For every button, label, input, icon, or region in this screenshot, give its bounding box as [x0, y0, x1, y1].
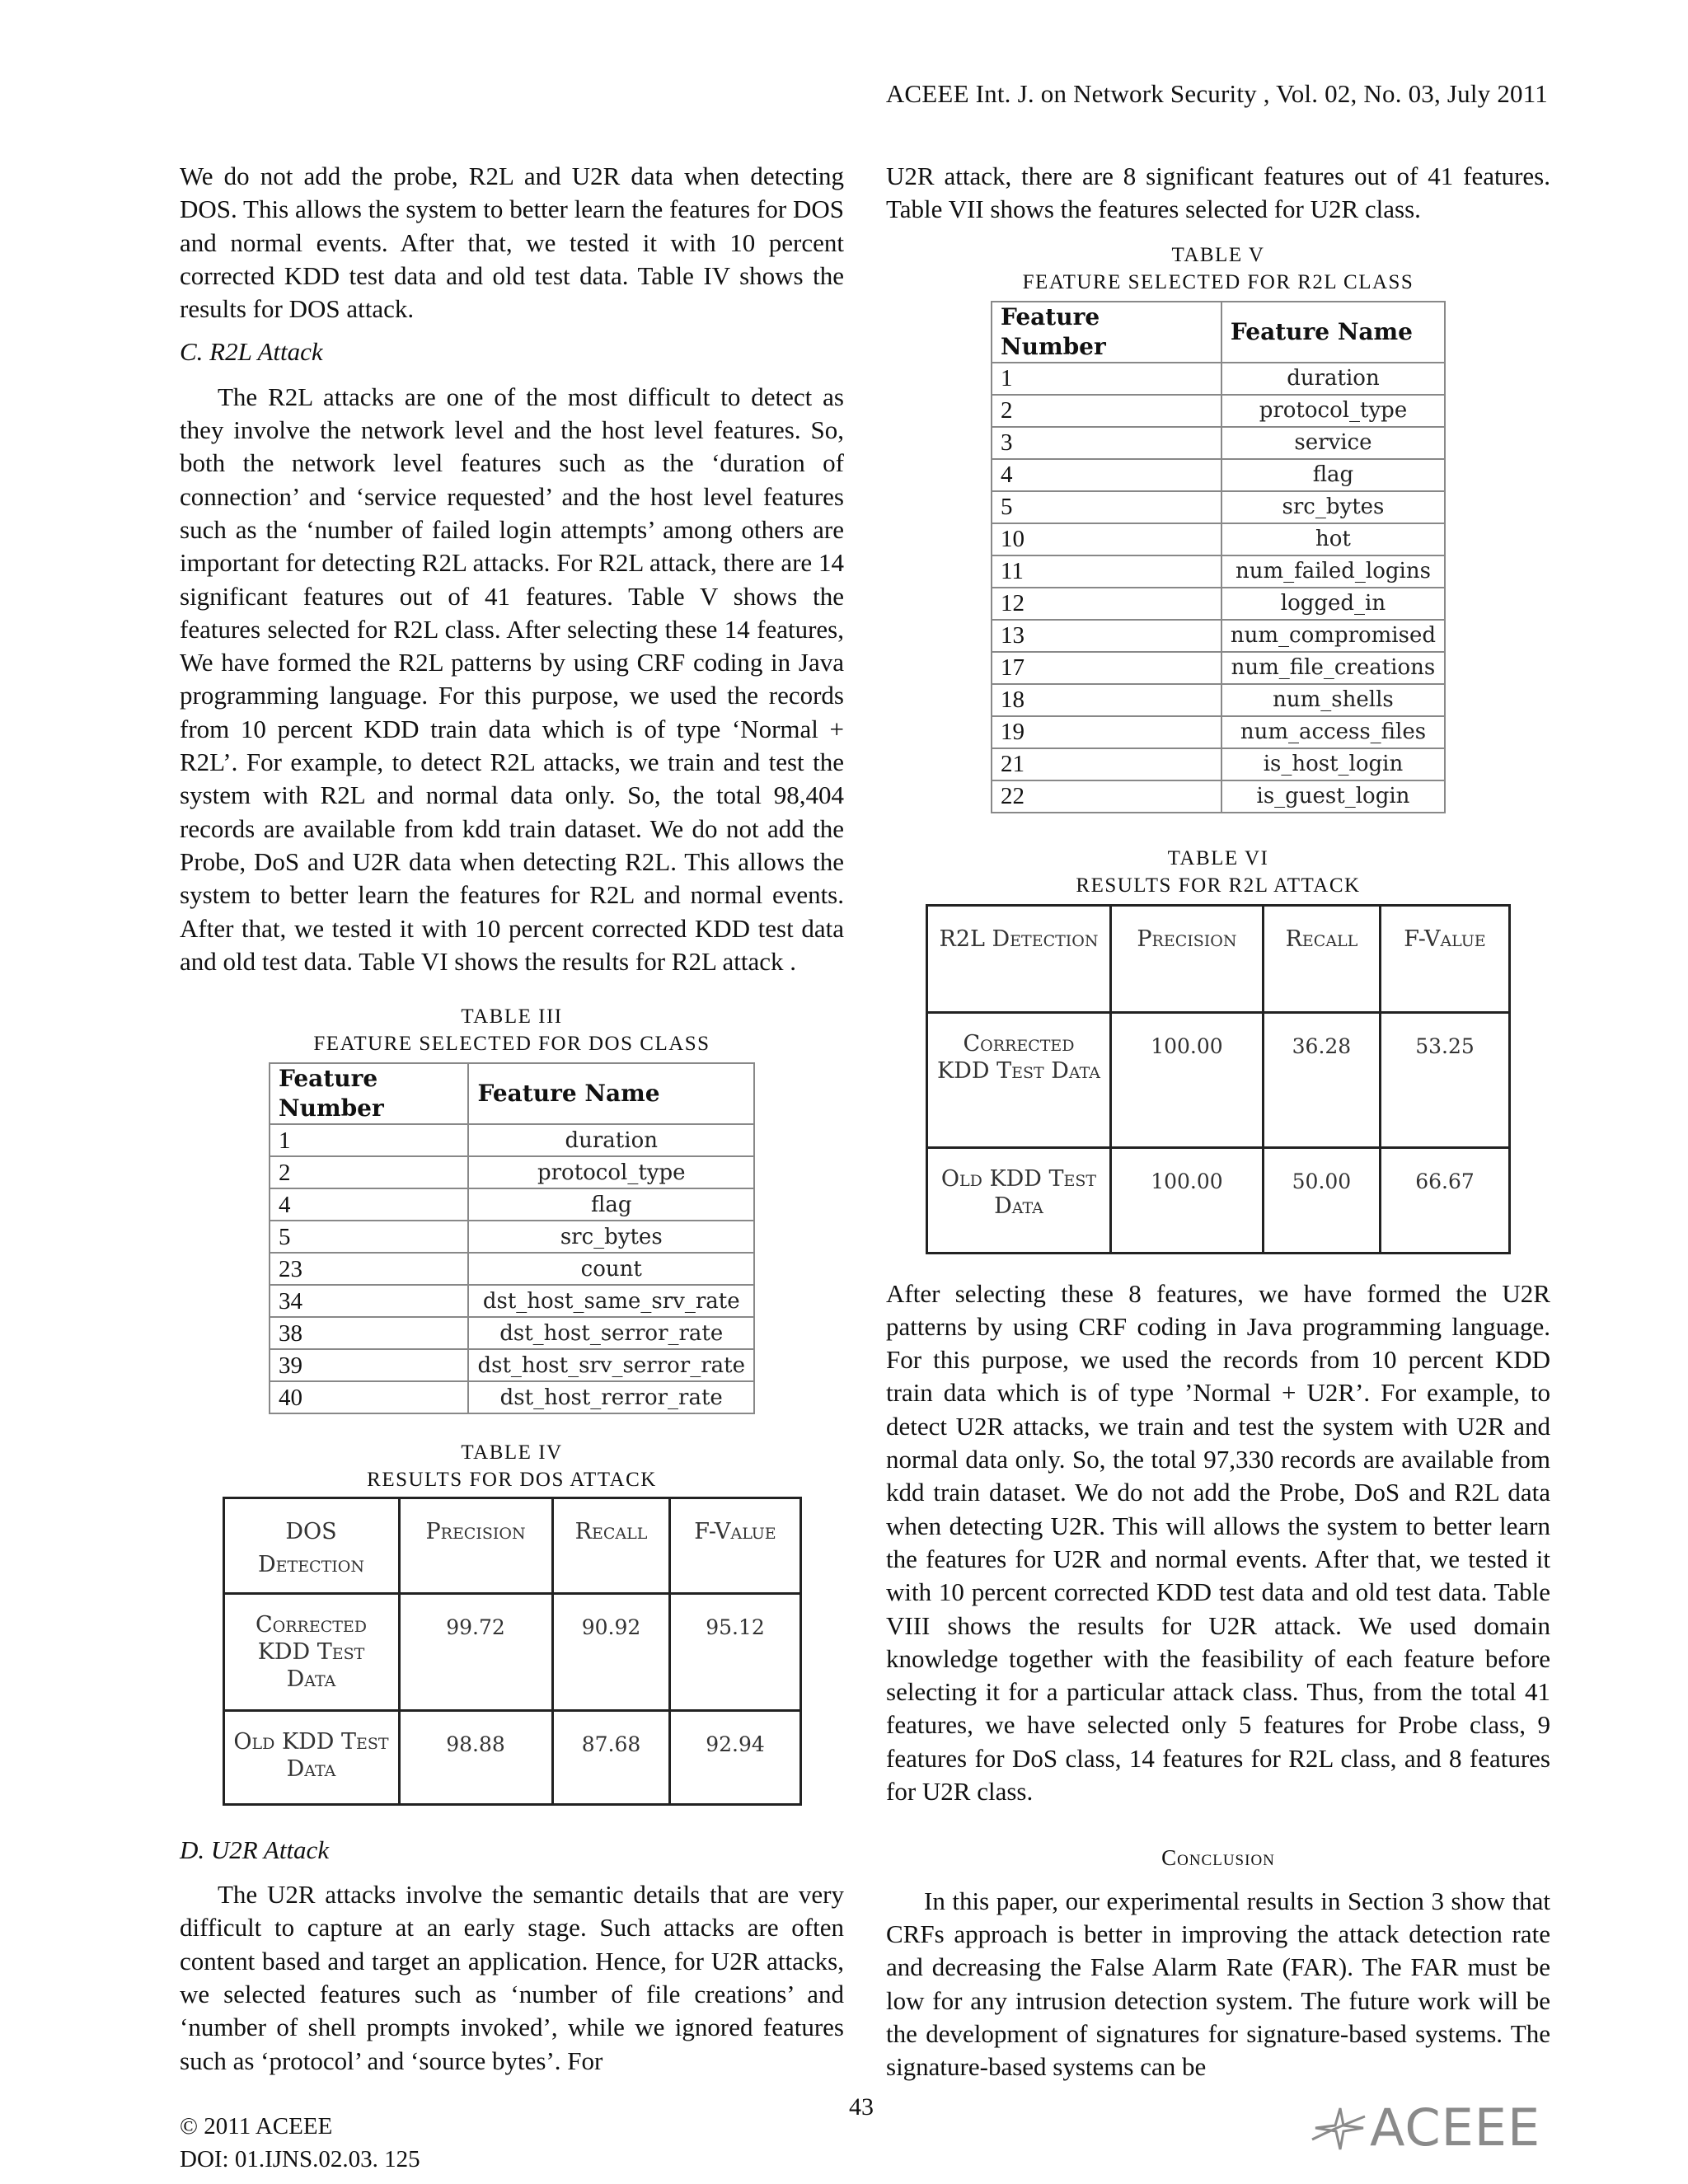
table5-title: FEATURE SELECTED FOR R2L CLASS — [1022, 270, 1414, 293]
table-row — [992, 459, 1445, 491]
logo-text: ACEEE — [1370, 2097, 1541, 2158]
footer-info — [180, 2110, 420, 2176]
feature-number: 19 — [992, 716, 1221, 748]
table6-header: R2L Detection — [927, 905, 1111, 1012]
feature-name: protocol_type — [1221, 395, 1445, 427]
conclusion-heading: Conclusion — [1161, 1845, 1275, 1871]
feature-name: num_shells — [1221, 684, 1445, 716]
table3-title: FEATURE SELECTED FOR DOS CLASS — [313, 1033, 710, 1056]
feature-name: service — [1221, 427, 1445, 459]
star-swoosh-icon — [1311, 2103, 1368, 2153]
paragraph-u2r: The U2R attacks involve the semantic details that are very difficult to capture at an early stage. Such attacks are often content based and target an application. Hence, for U2R attacks, we selected features such as ‘number of file creations’ and ‘number of shell prompts invoked’, while we ignored features such as ‘protocol’ and ‘source bytes’. For — [180, 1880, 844, 2075]
feature-number: 3 — [992, 427, 1221, 459]
table-row — [992, 652, 1445, 684]
table5-feature-table — [991, 301, 1446, 813]
feature-number: 18 — [992, 684, 1221, 716]
feature-number: 23 — [270, 1253, 468, 1285]
subsection-u2r-heading: D. U2R Attack — [180, 1835, 330, 1864]
recall-value: 36.28 — [1263, 1012, 1380, 1147]
feature-number: 40 — [270, 1381, 468, 1413]
row-label: Old KDD Test Data — [927, 1147, 1111, 1253]
feature-number: 2 — [992, 395, 1221, 427]
table-row — [270, 1285, 754, 1317]
running-header: ACEEE Int. J. on Network Security , Vol. 02, No. 03, July 2011 — [885, 79, 1548, 108]
table-row — [927, 1147, 1510, 1253]
table6-header: Recall — [1263, 905, 1380, 1012]
feature-name: dst_host_rerror_rate — [468, 1381, 754, 1413]
feature-number: 4 — [992, 459, 1221, 491]
feature-name: src_bytes — [1221, 491, 1445, 523]
table-row — [992, 427, 1445, 459]
table4-header: F-Value — [670, 1498, 800, 1594]
table-row — [270, 1188, 754, 1221]
table-row — [992, 523, 1445, 555]
feature-name: is_host_login — [1221, 748, 1445, 780]
feature-name: src_bytes — [468, 1221, 754, 1253]
table6-results-table — [926, 904, 1511, 1254]
feature-name: num_failed_logins — [1221, 555, 1445, 588]
precision-value: 99.72 — [399, 1593, 552, 1710]
feature-number: 5 — [992, 491, 1221, 523]
table-row — [270, 1124, 754, 1156]
table-row — [270, 1253, 754, 1285]
table-row — [992, 363, 1445, 395]
right-column — [886, 160, 1550, 2083]
subsection-r2l-heading: C. R2L Attack — [180, 337, 323, 367]
feature-name: duration — [1221, 363, 1445, 395]
table-row — [992, 780, 1445, 813]
f-value: 66.67 — [1380, 1147, 1509, 1253]
table4-title: RESULTS FOR DOS ATTACK — [367, 1469, 657, 1492]
paragraph-r2l: The R2L attacks are one of the most difficult to detect as they involve the network level and the host level features. So, both the network level features such as the ‘duration of connection’ and ‘service requested’ and the host level features such as the ‘number of failed login attempts’ among others are important for detecting R2L attacks. For R2L attack, there are 14 significant features out of 41 features. Table V shows the features selected for R2L class. After selecting these 14 features, We have formed the R2L patterns by using CRF coding in Java programming language. For this purpose, we used the records from 10 percent KDD train data which is of type ‘Normal + R2L’. For example, to detect R2L attacks, we train and test the system with R2L and normal data only. So, the total 98,404 records are available from kdd train dataset. We do not add the Probe, DoS and U2R data when detecting R2L. This allows the system to better learn the features for R2L and normal events. After that, we tested it with 10 percent corrected KDD test data and old test data. Table VI shows the results for R2L attack . — [180, 382, 844, 976]
feature-number: 34 — [270, 1285, 468, 1317]
table-row — [992, 684, 1445, 716]
paragraph-u2r-results: After selecting these 8 features, we have formed the U2R patterns by using CRF coding in Java programming language. For this purpose, we used the records from 10 percent KDD train data which is of type ’Normal + U2R’. For example, to detect U2R attacks, we train and test the system with U2R and normal data only. So, the total 97,330 records are available from kdd train dataset. We do not add the Probe, DoS and R2L data when detecting U2R. This will allows the system to better learn the features for U2R and normal events. After that, we tested it with 10 percent corrected KDD test data and old test data. Table VIII shows the results for U2R attack. We used domain knowledge together with the feasibility of each feature before selecting it for a particular attack class. Thus, from the total 41 features, we have selected only 5 features for Probe class, 9 features for DoS class, 14 features for R2L class, and 8 features for U2R class. — [886, 1278, 1550, 1807]
paragraph-u2r-intro: U2R attack, there are 8 significant features out of 41 features. Table VII shows the features selected for U2R class. — [886, 162, 1550, 224]
left-column — [180, 160, 844, 2078]
recall-value: 50.00 — [1263, 1147, 1380, 1253]
feature-name: is_guest_login — [1221, 780, 1445, 813]
table4-header: DOS Detection — [223, 1498, 399, 1594]
table4-header: Precision — [399, 1498, 552, 1594]
table-row — [223, 1593, 800, 1710]
table-row — [992, 491, 1445, 523]
feature-name: logged_in — [1221, 588, 1445, 620]
row-label: Old KDD Test Data — [223, 1710, 399, 1804]
feature-number: 11 — [992, 555, 1221, 588]
row-label: Corrected KDD Test Data — [223, 1593, 399, 1710]
feature-number: 10 — [992, 523, 1221, 555]
precision-value: 100.00 — [1111, 1012, 1264, 1147]
paragraph-conclusion: In this paper, our experimental results in Section 3 show that CRFs approach is better in improving the attack detection rate and decreasing the False Alarm Rate (FAR). The FAR must be low for any intrusion detection system. The future work will be the development of signatures for signature-based systems. The signature-based systems can be — [886, 1886, 1550, 2082]
feature-name: dst_host_serror_rate — [468, 1317, 754, 1349]
table-row — [270, 1349, 754, 1381]
copyright-text: © 2011 ACEEE — [180, 2113, 333, 2139]
table-row — [223, 1710, 800, 1804]
feature-number: 17 — [992, 652, 1221, 684]
feature-name: hot — [1221, 523, 1445, 555]
table3-header: Feature Number — [270, 1063, 468, 1124]
table6-title: RESULTS FOR R2L ATTACK — [1076, 874, 1361, 897]
feature-number: 39 — [270, 1349, 468, 1381]
table6-header: F-Value — [1380, 905, 1509, 1012]
feature-name: duration — [468, 1124, 754, 1156]
page-number: 43 — [849, 2093, 874, 2121]
table6-label: TABLE VI — [1167, 846, 1269, 869]
feature-name: flag — [468, 1188, 754, 1221]
table-row — [992, 588, 1445, 620]
f-value: 92.94 — [670, 1710, 800, 1804]
table5-header: Feature Name — [1221, 302, 1445, 363]
table3-feature-table — [269, 1062, 755, 1414]
f-value: 95.12 — [670, 1593, 800, 1710]
table-row — [992, 716, 1445, 748]
row-label: Corrected KDD Test Data — [927, 1012, 1111, 1147]
table-row — [992, 395, 1445, 427]
table3-header: Feature Name — [468, 1063, 754, 1124]
precision-value: 98.88 — [399, 1710, 552, 1804]
table4-header: Recall — [552, 1498, 670, 1594]
feature-number: 1 — [992, 363, 1221, 395]
feature-number: 12 — [992, 588, 1221, 620]
doi-text: DOI: 01.IJNS.02.03. 125 — [180, 2146, 420, 2172]
feature-name: num_file_creations — [1221, 652, 1445, 684]
feature-name: num_access_files — [1221, 716, 1445, 748]
recall-value: 87.68 — [552, 1710, 670, 1804]
feature-number: 13 — [992, 620, 1221, 652]
feature-name: dst_host_same_srv_rate — [468, 1285, 754, 1317]
precision-value: 100.00 — [1111, 1147, 1264, 1253]
feature-number: 22 — [992, 780, 1221, 813]
aceee-logo — [1311, 2097, 1540, 2158]
table-row — [270, 1317, 754, 1349]
table-row — [927, 1012, 1510, 1147]
feature-number: 21 — [992, 748, 1221, 780]
feature-number: 5 — [270, 1221, 468, 1253]
table-row — [992, 620, 1445, 652]
feature-name: count — [468, 1253, 754, 1285]
feature-number: 2 — [270, 1156, 468, 1188]
feature-number: 4 — [270, 1188, 468, 1221]
feature-number: 38 — [270, 1317, 468, 1349]
feature-name: protocol_type — [468, 1156, 754, 1188]
table-row — [270, 1381, 754, 1413]
table-row — [992, 748, 1445, 780]
table5-header: Feature Number — [992, 302, 1221, 363]
feature-name: dst_host_srv_serror_rate — [468, 1349, 754, 1381]
feature-number: 1 — [270, 1124, 468, 1156]
table-row — [270, 1156, 754, 1188]
f-value: 53.25 — [1380, 1012, 1509, 1147]
table6-header: Precision — [1111, 905, 1264, 1012]
table-row — [270, 1221, 754, 1253]
table4-label: TABLE IV — [461, 1441, 563, 1465]
table5-label: TABLE V — [1171, 243, 1265, 266]
table4-results-table — [223, 1497, 802, 1806]
paragraph-dos-intro: We do not add the probe, R2L and U2R data when detecting DOS. This allows the system to better learn the features for DOS and normal events. After that, we tested it with 10 percent corrected KDD test data and old test data. Table IV shows the results for DOS attack. — [180, 162, 844, 324]
table3-label: TABLE III — [461, 1005, 563, 1029]
feature-name: num_compromised — [1221, 620, 1445, 652]
recall-value: 90.92 — [552, 1593, 670, 1710]
table-row — [992, 555, 1445, 588]
feature-name: flag — [1221, 459, 1445, 491]
